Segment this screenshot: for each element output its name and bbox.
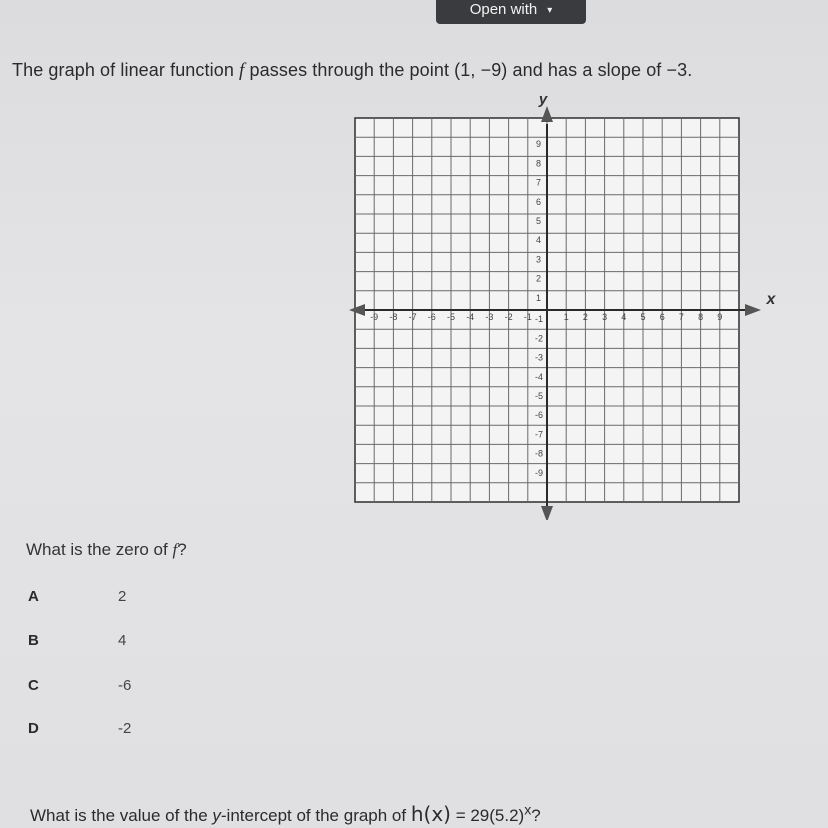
x-tick-label: 3 [602,312,608,322]
y-axis-arrow-up-icon [541,106,553,122]
choice-value: -6 [118,677,132,694]
y-tick-label: -7 [534,429,543,440]
coordinate-grid [340,90,780,520]
choice-letter: D [28,720,39,737]
y-tick-label: 4 [535,235,541,246]
x-tick-label: 6 [659,312,665,322]
coordinate-grid-svg [340,90,780,520]
x-axis-arrow-right-icon [745,304,761,316]
y-tick-label: -6 [534,410,543,421]
choice-value: 2 [118,588,127,605]
choice-value: 4 [118,632,127,649]
y-tick-label: 8 [535,158,541,169]
choice-b[interactable] [28,632,168,656]
x-tick-label: -8 [389,312,398,322]
y-tick-label: -1 [534,314,543,325]
choice-d[interactable] [28,720,168,744]
x-tick-label: 2 [582,312,588,322]
x-tick-label: 1 [563,312,569,322]
choice-c[interactable] [28,677,168,701]
y-tick-label: 5 [535,216,541,226]
x-axis-label: x [766,291,776,308]
choice-letter: C [28,677,39,694]
y-axis-label: y [538,91,548,108]
y-tick-label: -9 [534,467,543,478]
x-tick-label: 5 [640,312,646,322]
y-tick-label: -5 [534,391,543,401]
x-tick-label: 9 [717,312,723,322]
x-tick-label: 4 [621,312,627,322]
y-tick-label: 7 [535,177,541,188]
y-tick-label: -8 [534,448,543,459]
x-tick-label: -4 [466,312,475,322]
choice-a[interactable] [28,588,168,612]
x-tick-label: -1 [523,312,532,322]
bottom-question: What is the value of the y-intercept of the graph of $h(x) = 29(5.2)^x$? [30,802,541,826]
open-with-button[interactable] [436,0,586,24]
x-tick-label: -5 [446,312,456,322]
y-tick-label: 6 [535,196,541,207]
chevron-down-icon: ▾ [547,5,553,16]
y-tick-label: 1 [535,292,541,303]
y-axis-arrow-down-icon [541,506,553,520]
y-tick-label: -3 [534,352,543,363]
y-tick-label: 9 [535,139,541,150]
x-tick-label: 8 [698,312,704,322]
y-tick-label: 2 [535,273,541,284]
y-tick-label: -4 [534,371,543,382]
open-with-label: Open with [469,1,538,18]
x-tick-label: -6 [427,312,436,322]
y-tick-label: 3 [535,254,541,265]
x-tick-label: -3 [485,312,494,322]
y-tick-label: -2 [534,333,543,344]
x-tick-label: 7 [678,312,684,322]
x-tick-label: -9 [370,312,379,322]
x-tick-label: -7 [408,312,417,322]
x-tick-label: -2 [504,312,513,322]
question-text: The graph of linear function f passes through the point (1, −9) and has a slope of −3. [12,60,693,81]
sub-question: What is the zero of f? [26,540,187,559]
choice-letter: A [28,588,39,605]
choice-value: -2 [118,720,132,737]
choice-letter: B [28,632,39,649]
